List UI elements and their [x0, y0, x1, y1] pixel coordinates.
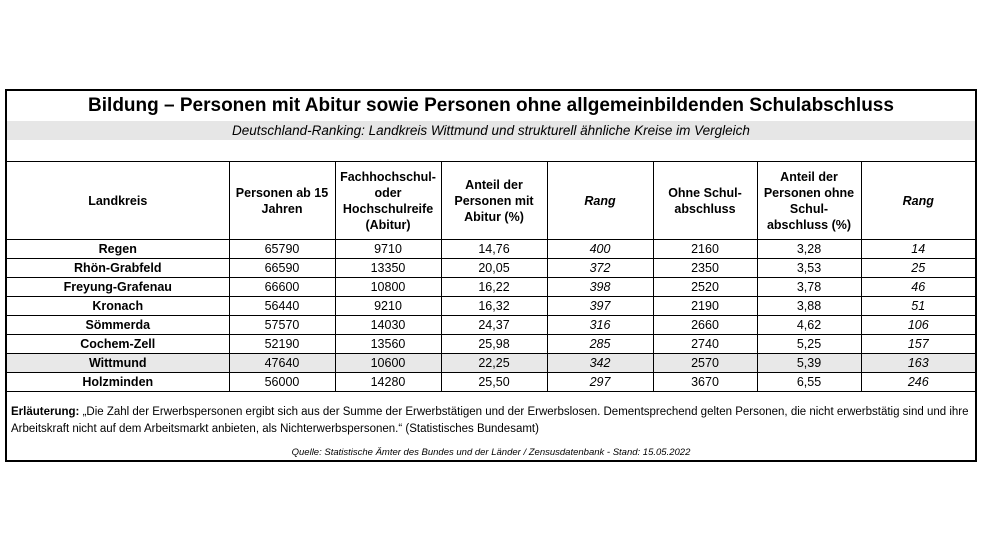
- cell-rang-abitur: 372: [547, 259, 653, 278]
- table-row: [7, 354, 975, 373]
- cell-anteil-ohne: 3,28: [757, 240, 861, 259]
- cell-ohne-abschluss: 2160: [653, 240, 757, 259]
- cell-personen: 56000: [229, 373, 335, 392]
- cell-landkreis: Rhön-Grabfeld: [7, 259, 229, 278]
- cell-rang-abitur: 285: [547, 335, 653, 354]
- cell-ohne-abschluss: 3670: [653, 373, 757, 392]
- cell-rang-abitur: 400: [547, 240, 653, 259]
- cell-personen: 66590: [229, 259, 335, 278]
- table-row: [7, 316, 975, 335]
- column-header-anteil-abitur: Anteil der Personen mit Abitur (%): [441, 162, 547, 240]
- cell-landkreis: Kronach: [7, 297, 229, 316]
- cell-ohne-abschluss: 2350: [653, 259, 757, 278]
- cell-ohne-abschluss: 2570: [653, 354, 757, 373]
- cell-abitur: 9710: [335, 240, 441, 259]
- cell-rang-abitur: 316: [547, 316, 653, 335]
- cell-abitur: 14030: [335, 316, 441, 335]
- cell-anteil-ohne: 5,39: [757, 354, 861, 373]
- cell-ohne-abschluss: 2520: [653, 278, 757, 297]
- cell-landkreis: Regen: [7, 240, 229, 259]
- cell-personen: 52190: [229, 335, 335, 354]
- cell-landkreis: Cochem-Zell: [7, 335, 229, 354]
- cell-anteil-abitur: 22,25: [441, 354, 547, 373]
- cell-rang-ohne: 46: [861, 278, 975, 297]
- cell-anteil-abitur: 16,32: [441, 297, 547, 316]
- cell-rang-ohne: 25: [861, 259, 975, 278]
- column-header-landkreis: Landkreis: [7, 162, 229, 240]
- column-header-ohne-abschluss: Ohne Schul-abschluss: [653, 162, 757, 240]
- cell-anteil-ohne: 3,53: [757, 259, 861, 278]
- cell-anteil-ohne: 3,88: [757, 297, 861, 316]
- cell-rang-abitur: 397: [547, 297, 653, 316]
- column-header-abitur: Fachhochschul- oder Hochschulreife (Abitur): [335, 162, 441, 240]
- cell-rang-ohne: 14: [861, 240, 975, 259]
- cell-anteil-ohne: 3,78: [757, 278, 861, 297]
- table-row: [7, 297, 975, 316]
- column-header-rang-ohne: Rang: [861, 162, 975, 240]
- column-header-rang-abitur: Rang: [547, 162, 653, 240]
- table-body: [7, 240, 975, 392]
- column-header-personen: Personen ab 15 Jahren: [229, 162, 335, 240]
- cell-abitur: 13560: [335, 335, 441, 354]
- cell-abitur: 10600: [335, 354, 441, 373]
- cell-personen: 57570: [229, 316, 335, 335]
- cell-ohne-abschluss: 2740: [653, 335, 757, 354]
- cell-landkreis: Wittmund: [7, 354, 229, 373]
- cell-ohne-abschluss: 2660: [653, 316, 757, 335]
- cell-abitur: 14280: [335, 373, 441, 392]
- cell-ohne-abschluss: 2190: [653, 297, 757, 316]
- table-row: [7, 335, 975, 354]
- cell-anteil-ohne: 6,55: [757, 373, 861, 392]
- cell-rang-ohne: 246: [861, 373, 975, 392]
- page-title: Bildung – Personen mit Abitur sowie Personen ohne allgemeinbildenden Schulabschluss: [88, 95, 894, 116]
- cell-anteil-ohne: 4,62: [757, 316, 861, 335]
- cell-rang-abitur: 297: [547, 373, 653, 392]
- data-table: [7, 161, 975, 392]
- cell-anteil-abitur: 25,50: [441, 373, 547, 392]
- explanation-label: Erläuterung:: [11, 406, 80, 418]
- cell-personen: 56440: [229, 297, 335, 316]
- cell-anteil-abitur: 16,22: [441, 278, 547, 297]
- cell-rang-ohne: 163: [861, 354, 975, 373]
- cell-rang-ohne: 157: [861, 335, 975, 354]
- column-header-anteil-ohne: Anteil der Personen ohne Schul-abschluss (%): [757, 162, 861, 240]
- source-line: Quelle: Statistische Ämter des Bundes und der Länder / Zensusdatenbank - Stand: 15.05.2022: [291, 447, 691, 458]
- cell-rang-ohne: 51: [861, 297, 975, 316]
- page-subtitle: Deutschland-Ranking: Landkreis Wittmund und strukturell ähnliche Kreise im Vergleich: [7, 121, 975, 140]
- cell-anteil-abitur: 20,05: [441, 259, 547, 278]
- cell-rang-abitur: 342: [547, 354, 653, 373]
- table-frame: [5, 89, 977, 462]
- cell-personen: 47640: [229, 354, 335, 373]
- table-row: [7, 240, 975, 259]
- table-row: [7, 259, 975, 278]
- table-row: [7, 373, 975, 392]
- cell-landkreis: Holzminden: [7, 373, 229, 392]
- cell-personen: 66600: [229, 278, 335, 297]
- cell-anteil-abitur: 14,76: [441, 240, 547, 259]
- cell-anteil-abitur: 25,98: [441, 335, 547, 354]
- table-row: [7, 278, 975, 297]
- table-header-row: [7, 162, 975, 240]
- explanation-note: [11, 404, 969, 438]
- cell-landkreis: Freyung-Grafenau: [7, 278, 229, 297]
- cell-rang-ohne: 106: [861, 316, 975, 335]
- cell-abitur: 13350: [335, 259, 441, 278]
- cell-rang-abitur: 398: [547, 278, 653, 297]
- explanation-text: „Die Zahl der Erwerbspersonen ergibt sich aus der Summe der Erwerbstätigen und der Erwerbslosen. Dementsprechend gelten Personen, die nicht erwerbstätig sind und ihre Arbeitskraft nicht auf dem Arbeitsmarkt anbieten, als Nichterwerbspersonen.“ (Statistisches Bundesamt): [11, 406, 969, 435]
- cell-abitur: 10800: [335, 278, 441, 297]
- cell-landkreis: Sömmerda: [7, 316, 229, 335]
- cell-abitur: 9210: [335, 297, 441, 316]
- cell-personen: 65790: [229, 240, 335, 259]
- cell-anteil-abitur: 24,37: [441, 316, 547, 335]
- cell-anteil-ohne: 5,25: [757, 335, 861, 354]
